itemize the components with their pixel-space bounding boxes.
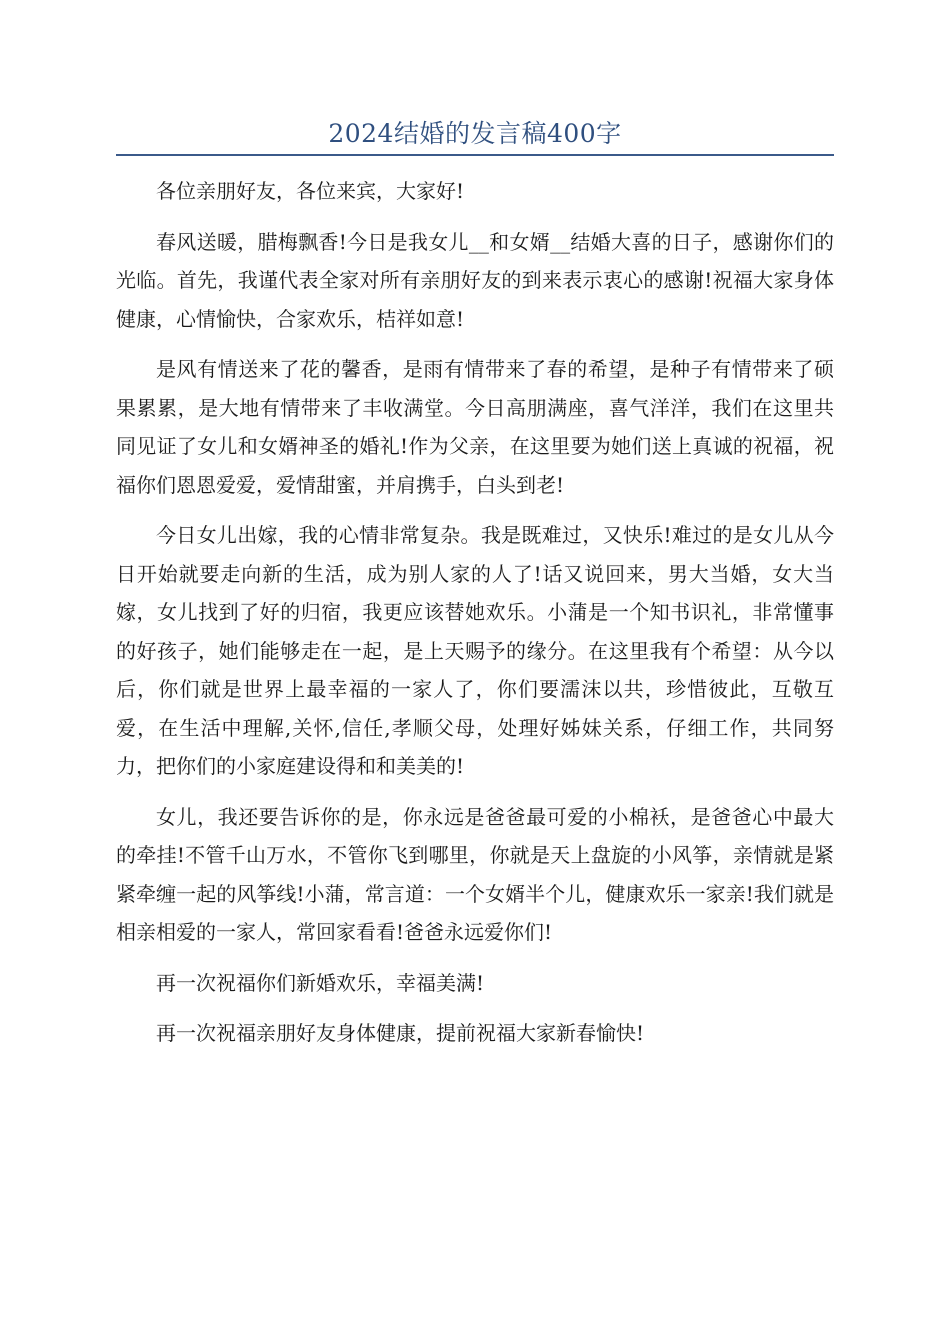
paragraph-greeting: 各位亲朋好友，各位来宾，大家好! <box>156 179 465 203</box>
paragraph-final-wish: 再一次祝福亲朋好友身体健康，提前祝福大家新春愉快! <box>156 1021 645 1045</box>
document-title: 2024结婚的发言稿400字 <box>328 119 622 148</box>
paragraph-blessing: 是风有情送来了花的馨香，是雨有情带来了春的希望，是种子有情带来了硕果累累，是大地有情带来了丰收满堂。今日高朋满座，喜气洋洋，我们在这里共同见证了女儿和女婿神圣的婚礼!作为父亲，在这里要为她们送上真诚的祝福，祝福你们恩恩爱爱，爱情甜蜜，并肩携手，白头到老! <box>116 357 834 497</box>
paragraph-welcome: 春风送暖，腊梅飘香!今日是我女儿__和女婿__结婚大喜的日子，感谢你们的光临。首先，我谨代表全家对所有亲朋好友的到来表示衷心的感谢!祝福大家身体健康，心情愉快，合家欢乐，桔祥如意! <box>116 229 834 331</box>
document-body <box>116 172 834 1065</box>
paragraph-closing-wish: 再一次祝福你们新婚欢乐，幸福美满! <box>156 970 485 995</box>
paragraph-feelings: 今日女儿出嫁，我的心情非常复杂。我是既难过，又快乐!难过的是女儿从今日开始就要走向新的生活，成为别人家的人了!话又说回来，男大当婚，女大当嫁，女儿找到了好的归宿，我更应该替她欢乐。小蒲是一个知书识礼，非常懂事的好孩子，她们能够走在一起，是上天赐予的缘分。在这里我有个希望：从今以后，你们就是世界上最幸福的一家人了，你们要濡沫以共，珍惜彼此，互敬互爱，在生活中理解,关怀,信任,孝顺父母，处理好姊妹关系，仔细工作，共同努力，把你们的小家庭建设得和和美美的! <box>116 523 834 778</box>
title-underline <box>116 154 834 156</box>
paragraph-to-daughter: 女儿，我还要告诉你的是，你永远是爸爸最可爱的小棉袄，是爸爸心中最大的牵挂!不管千山万水，不管你飞到哪里，你就是天上盘旋的小风筝，亲情就是紧紧牵缠一起的风筝线!小蒲，常言道：一个女婿半个儿，健康欢乐一家亲!我们就是相亲相爱的一家人，常回家看看!爸爸永远爱你们! <box>116 804 834 944</box>
